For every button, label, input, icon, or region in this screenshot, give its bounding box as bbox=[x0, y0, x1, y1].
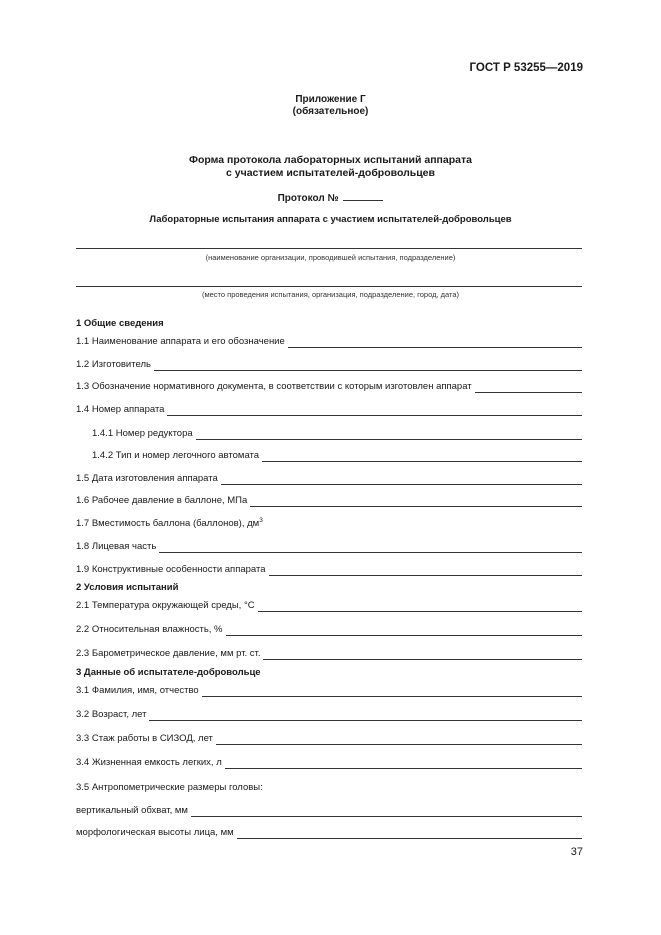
field-1-4-input[interactable] bbox=[167, 405, 582, 416]
field-1-8 bbox=[76, 541, 582, 553]
form-title-line1: Форма протокола лабораторных испытаний аппарата bbox=[189, 154, 472, 166]
field-1-4-2-label: 1.4.2 Тип и номер легочного автомата bbox=[92, 450, 260, 461]
field-1-2 bbox=[76, 359, 582, 371]
field-2-1-input[interactable] bbox=[258, 601, 582, 612]
field-3-5-vertical-input[interactable] bbox=[191, 806, 582, 817]
field-1-9 bbox=[76, 564, 582, 576]
field-1-5-input[interactable] bbox=[221, 474, 582, 485]
field-1-4-1-label: 1.4.1 Номер редуктора bbox=[92, 428, 193, 439]
field-3-4-input[interactable] bbox=[225, 758, 582, 769]
field-3-5 bbox=[76, 782, 582, 794]
field-3-1-label: 3.1 Фамилия, имя, отчество bbox=[76, 685, 199, 696]
field-2-2 bbox=[76, 624, 582, 636]
field-1-4-1 bbox=[92, 428, 582, 440]
field-1-7-text: 1.7 Вместимость баллона (баллонов), дм bbox=[76, 518, 260, 529]
field-1-9-label: 1.9 Конструктивные особенности аппарата bbox=[76, 564, 266, 575]
field-3-3 bbox=[76, 733, 582, 745]
protocol-heading bbox=[0, 191, 661, 204]
field-2-3 bbox=[76, 648, 582, 660]
section2-title: 2 Условия испытаний bbox=[76, 582, 179, 593]
field-1-1-label: 1.1 Наименование аппарата и его обозначение bbox=[76, 336, 285, 347]
field-1-1-input[interactable] bbox=[288, 337, 582, 348]
field-2-3-input[interactable] bbox=[263, 649, 582, 660]
field-3-5-face-input[interactable] bbox=[237, 828, 582, 839]
field-3-1-input[interactable] bbox=[202, 686, 582, 697]
field-3-3-input[interactable] bbox=[216, 734, 582, 745]
field-2-1 bbox=[76, 600, 582, 612]
field-1-4-1-input[interactable] bbox=[196, 429, 582, 440]
field-3-5-vertical-label: вертикальный обхват, мм bbox=[76, 805, 188, 816]
field-3-1 bbox=[76, 685, 582, 697]
field-1-3-label: 1.3 Обозначение нормативного документа, в соответствии с которым изготовлен аппарат bbox=[76, 381, 472, 392]
form-subtitle: Лабораторные испытания аппарата с участием испытателей-добровольцев bbox=[149, 214, 512, 225]
appendix-title: Приложение Г bbox=[295, 94, 366, 105]
field-1-4-2-input[interactable] bbox=[262, 451, 582, 462]
field-1-1 bbox=[76, 336, 582, 348]
field-3-2 bbox=[76, 709, 582, 721]
field-3-3-label: 3.3 Стаж работы в СИЗОД, лет bbox=[76, 733, 213, 744]
section3-title: 3 Данные об испытателе-добровольце bbox=[76, 667, 261, 678]
field-1-4 bbox=[76, 404, 582, 416]
protocol-label: Протокол № bbox=[277, 193, 339, 204]
field-1-6-label: 1.6 Рабочее давление в баллоне, МПа bbox=[76, 495, 248, 506]
appendix-status: (обязательное) bbox=[292, 106, 369, 117]
field-1-8-label: 1.8 Лицевая часть bbox=[76, 541, 157, 552]
field-1-7-label bbox=[76, 518, 263, 530]
organization-field[interactable] bbox=[76, 248, 582, 249]
form-title-line2: с участием испытателей-добровольцев bbox=[226, 167, 435, 179]
field-3-2-input[interactable] bbox=[149, 710, 582, 721]
field-1-5-label: 1.5 Дата изготовления аппарата bbox=[76, 473, 218, 484]
field-3-4 bbox=[76, 757, 582, 769]
field-1-2-input[interactable] bbox=[154, 360, 582, 371]
standard-number: ГОСТ Р 53255—2019 bbox=[469, 62, 583, 74]
field-3-5-face-label: морфологическая высоты лица, мм bbox=[76, 827, 234, 838]
field-1-9-input[interactable] bbox=[269, 565, 582, 576]
field-1-6-input[interactable] bbox=[250, 496, 582, 507]
field-1-7-sup: 3 bbox=[259, 516, 263, 524]
field-2-2-label: 2.2 Относительная влажность, % bbox=[76, 624, 223, 635]
field-2-1-label: 2.1 Температура окружающей среды, °С bbox=[76, 600, 255, 611]
field-1-3 bbox=[76, 381, 582, 393]
field-1-5 bbox=[76, 473, 582, 485]
field-1-4-2 bbox=[92, 450, 582, 462]
protocol-number-field[interactable] bbox=[343, 191, 383, 201]
field-2-3-label: 2.3 Барометрическое давление, мм рт. ст. bbox=[76, 648, 261, 659]
field-1-3-input[interactable] bbox=[475, 382, 582, 393]
field-1-8-input[interactable] bbox=[159, 542, 582, 553]
field-1-6 bbox=[76, 495, 582, 507]
field-3-5-label: 3.5 Антропометрические размеры головы: bbox=[76, 782, 263, 793]
field-1-2-label: 1.2 Изготовитель bbox=[76, 359, 151, 370]
organization-caption: (наименование организации, проводившей испытания, подразделение) bbox=[205, 253, 456, 262]
section1-title: 1 Общие сведения bbox=[76, 318, 164, 329]
place-field[interactable] bbox=[76, 286, 582, 287]
field-2-2-input[interactable] bbox=[226, 625, 582, 636]
place-caption: (место проведения испытания, организация, подразделение, город, дата) bbox=[201, 290, 460, 299]
field-3-5-face bbox=[76, 827, 582, 839]
page-number: 37 bbox=[570, 846, 583, 858]
field-1-7 bbox=[76, 518, 582, 530]
field-1-4-label: 1.4 Номер аппарата bbox=[76, 404, 165, 415]
field-3-5-vertical bbox=[76, 805, 582, 817]
field-3-2-label: 3.2 Возраст, лет bbox=[76, 709, 147, 720]
field-3-4-label: 3.4 Жизненная емкость легких, л bbox=[76, 757, 222, 768]
